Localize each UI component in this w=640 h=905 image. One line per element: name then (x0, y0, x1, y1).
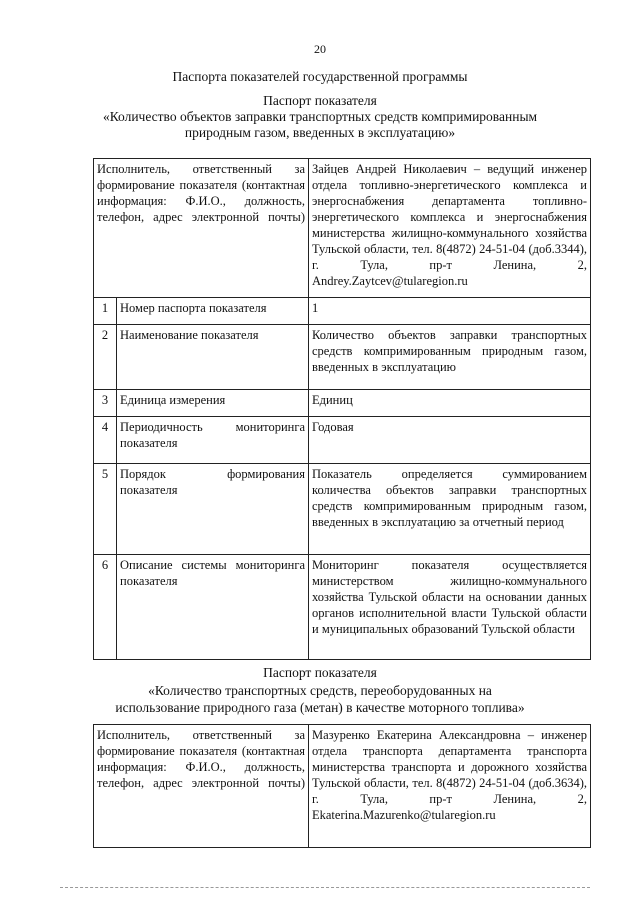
executor-row (94, 159, 591, 298)
table-row (94, 417, 591, 464)
row-value: Годовая (309, 417, 591, 464)
row-number: 2 (94, 325, 117, 390)
table-row (94, 390, 591, 417)
row-value: Показатель определяется суммированием количества объектов заправки транспортных средств компримированным природным газом, введенных в эксплуатацию за отчетный период (309, 464, 591, 555)
row-value: 1 (309, 298, 591, 325)
document-title: Паспорта показателей государственной программы (172, 69, 468, 84)
passport-2-label: Паспорт показателя (263, 665, 377, 680)
row-value: Мониторинг показателя осуществляется министерством жилищно-коммунального хозяйства Тульской области на основании данных органов исполнительной власти Тульской области и муниципальных образований Тульской области (309, 555, 591, 660)
row-value: Единиц (309, 390, 591, 417)
row-number: 5 (94, 464, 117, 555)
passport-2-title-line-1: «Количество транспортных средств, переоборудованных на (148, 683, 492, 698)
row-number: 4 (94, 417, 117, 464)
row-label: Единица измерения (117, 390, 309, 417)
row-value: Количество объектов заправки транспортных средств компримированным природным газом, введенных в эксплуатацию (309, 325, 591, 390)
passport-1-title-line-2: природным газом, введенных в эксплуатацию» (184, 125, 456, 140)
executor-label: Исполнитель, ответственный за формирование показателя (контактная информация: Ф.И.О., должность, телефон, адрес электронной почты) (94, 159, 309, 298)
passport-2-table (93, 724, 591, 848)
executor-value: Мазуренко Екатерина Александровна – инженер отдела транспорта департамента транспорта министерства транспорта и дорожного хозяйства Тульской области, тел. 8(4872) 24-51-04 (доб.3634), г. Тула, пр-т Ленина, 2, Ekaterina.Mazurenko@tularegion.ru (309, 725, 591, 848)
page-bottom-divider (60, 887, 590, 888)
row-number: 6 (94, 555, 117, 660)
table-row (94, 464, 591, 555)
page-number: 20 (314, 42, 326, 56)
row-label: Номер паспорта показателя (117, 298, 309, 325)
row-label: Описание системы мониторинга показателя (117, 555, 309, 660)
passport-1-table (93, 158, 591, 660)
passport-2-title-line-2: использование природного газа (метан) в качестве моторного топлива» (115, 700, 525, 715)
table-row (94, 298, 591, 325)
passport-1-label: Паспорт показателя (263, 93, 377, 108)
table-row (94, 555, 591, 660)
executor-label: Исполнитель, ответственный за формирование показателя (контактная информация: Ф.И.О., должность, телефон, адрес электронной почты) (94, 725, 309, 848)
row-number: 1 (94, 298, 117, 325)
row-label: Порядок формирования показателя (117, 464, 309, 555)
row-number: 3 (94, 390, 117, 417)
row-label: Наименование показателя (117, 325, 309, 390)
executor-value: Зайцев Андрей Николаевич – ведущий инженер отдела топливно-энергетического комплекса и энергоснабжения департамента топливно-энергетического комплекса и энергоснабжения министерства жилищно-коммунального хозяйства Тульской области, тел. 8(4872) 24-51-04 (доб.3344), г. Тула, пр-т Ленина, 2, Andrey.Zaytcev@tularegion.ru (309, 159, 591, 298)
row-label: Периодичность мониторинга показателя (117, 417, 309, 464)
table-row (94, 325, 591, 390)
passport-1-title-line-1: «Количество объектов заправки транспортных средств компримированным (102, 109, 538, 124)
executor-row (94, 725, 591, 848)
